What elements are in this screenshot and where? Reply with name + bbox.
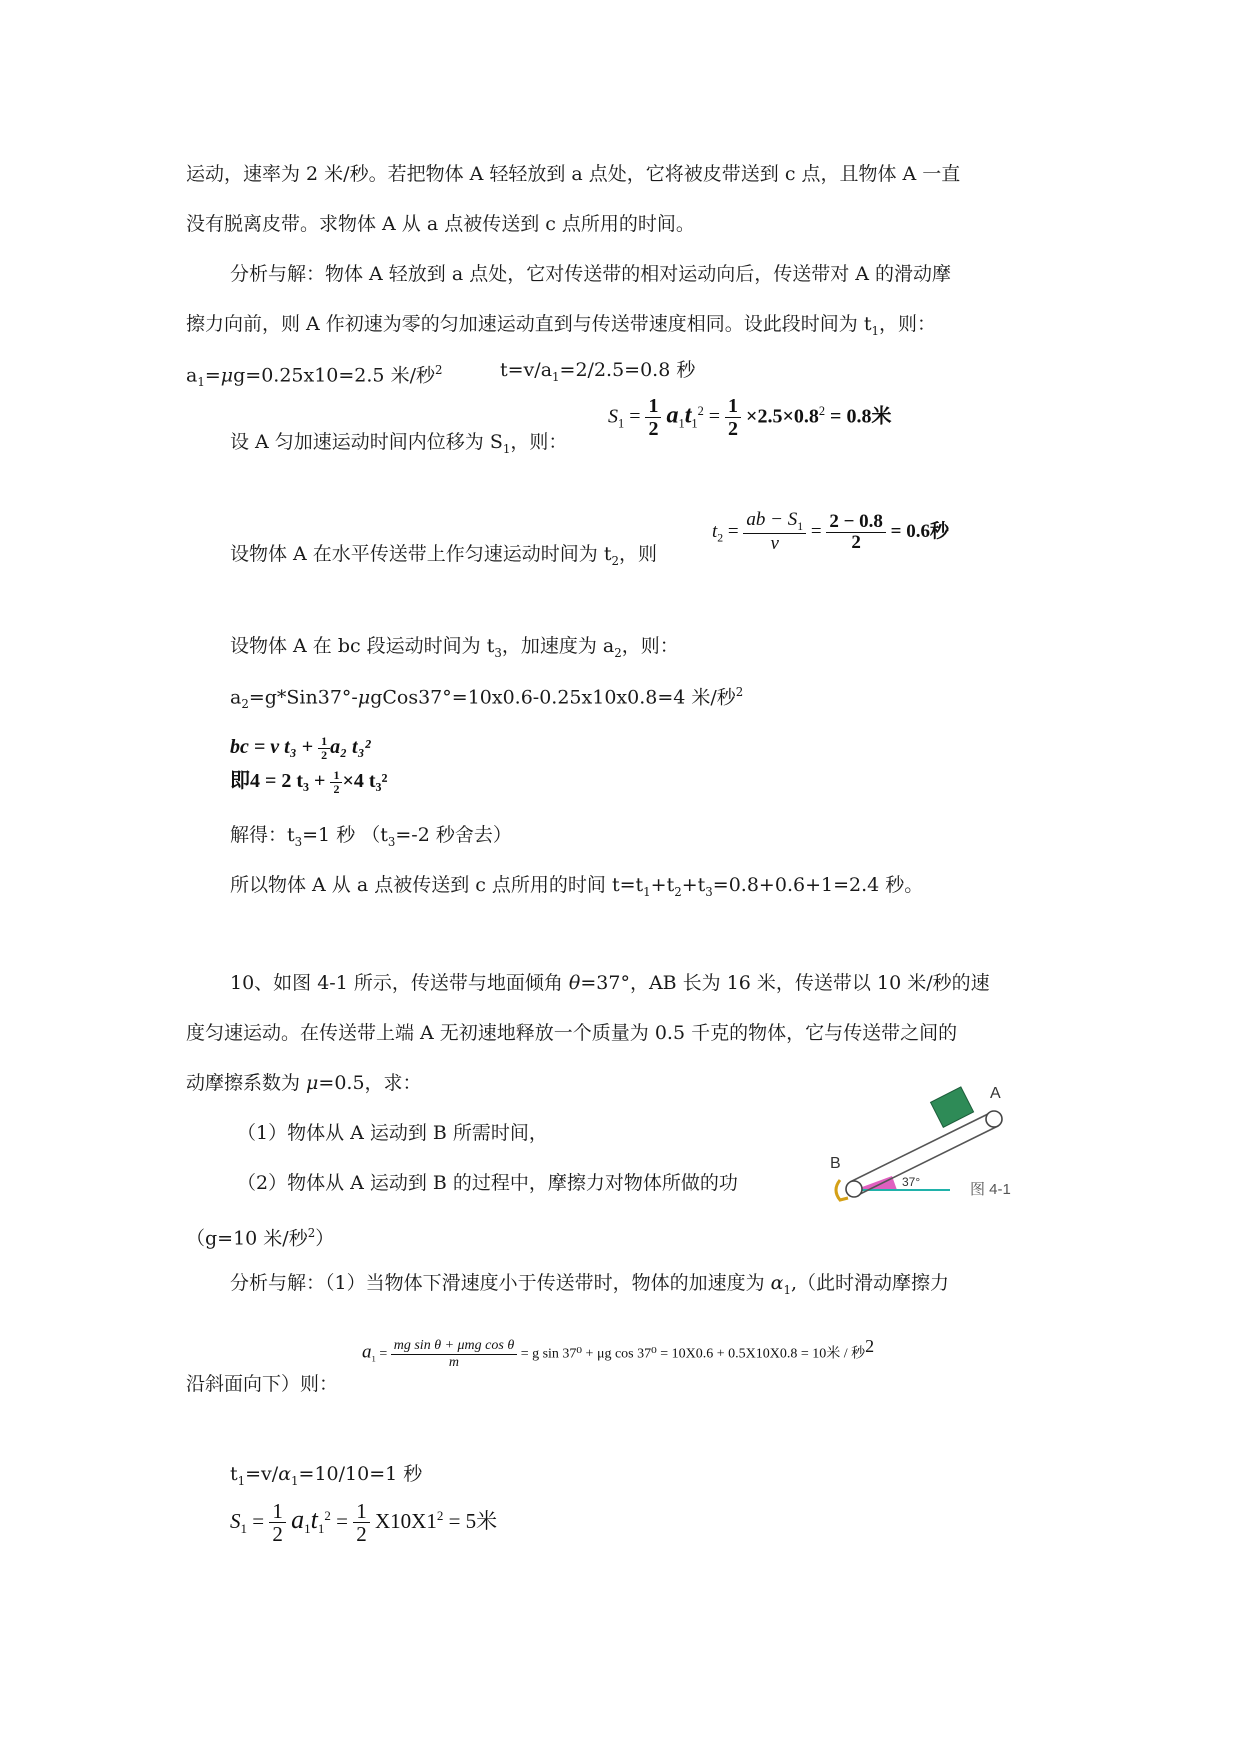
formula-s1-result: $S_1$ = $\frac{1}{2}$ $a_1t_1^2$ = $\frac{1}{2}$ $X10X1^2 = 5$米 — [230, 1499, 498, 1547]
text-line: 所以物体 A 从 a 点被传送到 c 点所用的时间 $t=t_1+t_2+t_3=0.8+0.6+1=2.4$ 秒。 — [230, 874, 924, 899]
text-line: 解得：$t_3=1$ 秒 （$t_3=-2$ 秒舍去） — [230, 824, 512, 849]
text-line: 分析与解：（1）当物体下滑速度小于传送带时，物体的加速度为 $\alpha_1$,（此时滑动摩擦力 — [230, 1272, 950, 1297]
text-line: $a_1=\mu g=0.25x10=2.5$ 米/秒$^2$ — [186, 363, 443, 390]
text-line: （2）物体从 A 运动到 B 的过程中，摩擦力对物体所做的功 — [237, 1172, 738, 1194]
formula-t2: $t_2$ = $\frac{ab - S_1}{v}$ = $\frac{2 - 0.8}{2}$ = 0.6秒 — [712, 509, 949, 555]
angle-label: 37° — [902, 1175, 921, 1189]
text-line: 动摩擦系数为 μ=0.5，求： — [186, 1072, 422, 1094]
roller-b — [846, 1181, 862, 1197]
label-a: A — [990, 1085, 1001, 1102]
text-line: 度匀速运动。在传送带上端 A 无初速地释放一个质量为 0.5 千克的物体，它与传送带之间的 — [186, 1022, 958, 1044]
text-line: 运动，速率为 2 米/秒。若把物体 A 轻轻放到 a 点处，它将被皮带送到 c 点，且物体 A 一直 — [186, 163, 961, 185]
formula-a1-acceleration: $a_1$ = $\frac{\text{mg sin θ + μmg cos θ}}{m}$ = g sin 37⁰ + μg cos 37⁰ = 10X0.6 + 0.5X10X0.8 = 10米 / 秒$^2$ — [362, 1336, 875, 1370]
text-line: 沿斜面向下）则： — [186, 1373, 339, 1395]
formula-s1-displacement: $S_1$ = $\frac{1}{2}$ $a_1t_1^2$ = $\frac{1}{2}$ $\times 2.5\times 0.8^2 = 0.8$米 — [608, 395, 892, 440]
text-line: $a_2=g*Sin37^\circ-\mu gCos37^\circ=10x0.6-0.25x10x0.8=4$ 米/秒$^2$ — [230, 685, 744, 712]
text-line: 分析与解：物体 A 轻放到 a 点处，它对传送带的相对运动向后，传送带对 A 的滑动摩 — [230, 263, 952, 285]
roller-a — [986, 1111, 1002, 1127]
text-line: 设物体 A 在水平传送带上作匀速运动时间为 $t_2$，则 — [230, 543, 657, 568]
text-line: 10、如图 4-1 所示，传送带与地面倾角 θ=37°，AB 长为 16 米，传送带以 10 米/秒的速 — [230, 972, 990, 994]
text-line: 没有脱离皮带。求物体 A 从 a 点被传送到 c 点所用的时间。 — [186, 213, 695, 235]
label-b: B — [830, 1155, 841, 1172]
belt-top-line — [850, 1112, 992, 1182]
text-line: （g=10 米/秒$^2$） — [186, 1226, 335, 1250]
conveyor-incline-figure — [822, 1068, 1022, 1208]
text-line: $t=v/a_1=2/2.5=0.8$ 秒 — [500, 359, 696, 384]
text-line: 设 A 匀加速运动时间内位移为 $S_1$，则： — [230, 431, 568, 456]
block — [931, 1087, 974, 1127]
text-line: 擦力向前，则 A 作初速为零的匀加速运动直到与传送带速度相同。设此段时间为 $t_1$，则： — [186, 313, 936, 338]
figure-caption: 图 4-1 — [970, 1181, 1011, 1198]
formula-bc-equation: bc = v t₃ + $\frac{1}{2}$ a₂ t₃² 即4 = 2 t₃ + $\frac{1}{2}$ ×4 t₃² — [230, 734, 388, 796]
text-line: （1）物体从 A 运动到 B 所需时间， — [237, 1122, 548, 1144]
text-line: $t_1=v/\alpha_1=10/10=1$ 秒 — [230, 1463, 423, 1488]
text-line: 设物体 A 在 bc 段运动时间为 $t_3$，加速度为 $a_2$，则： — [230, 635, 679, 660]
